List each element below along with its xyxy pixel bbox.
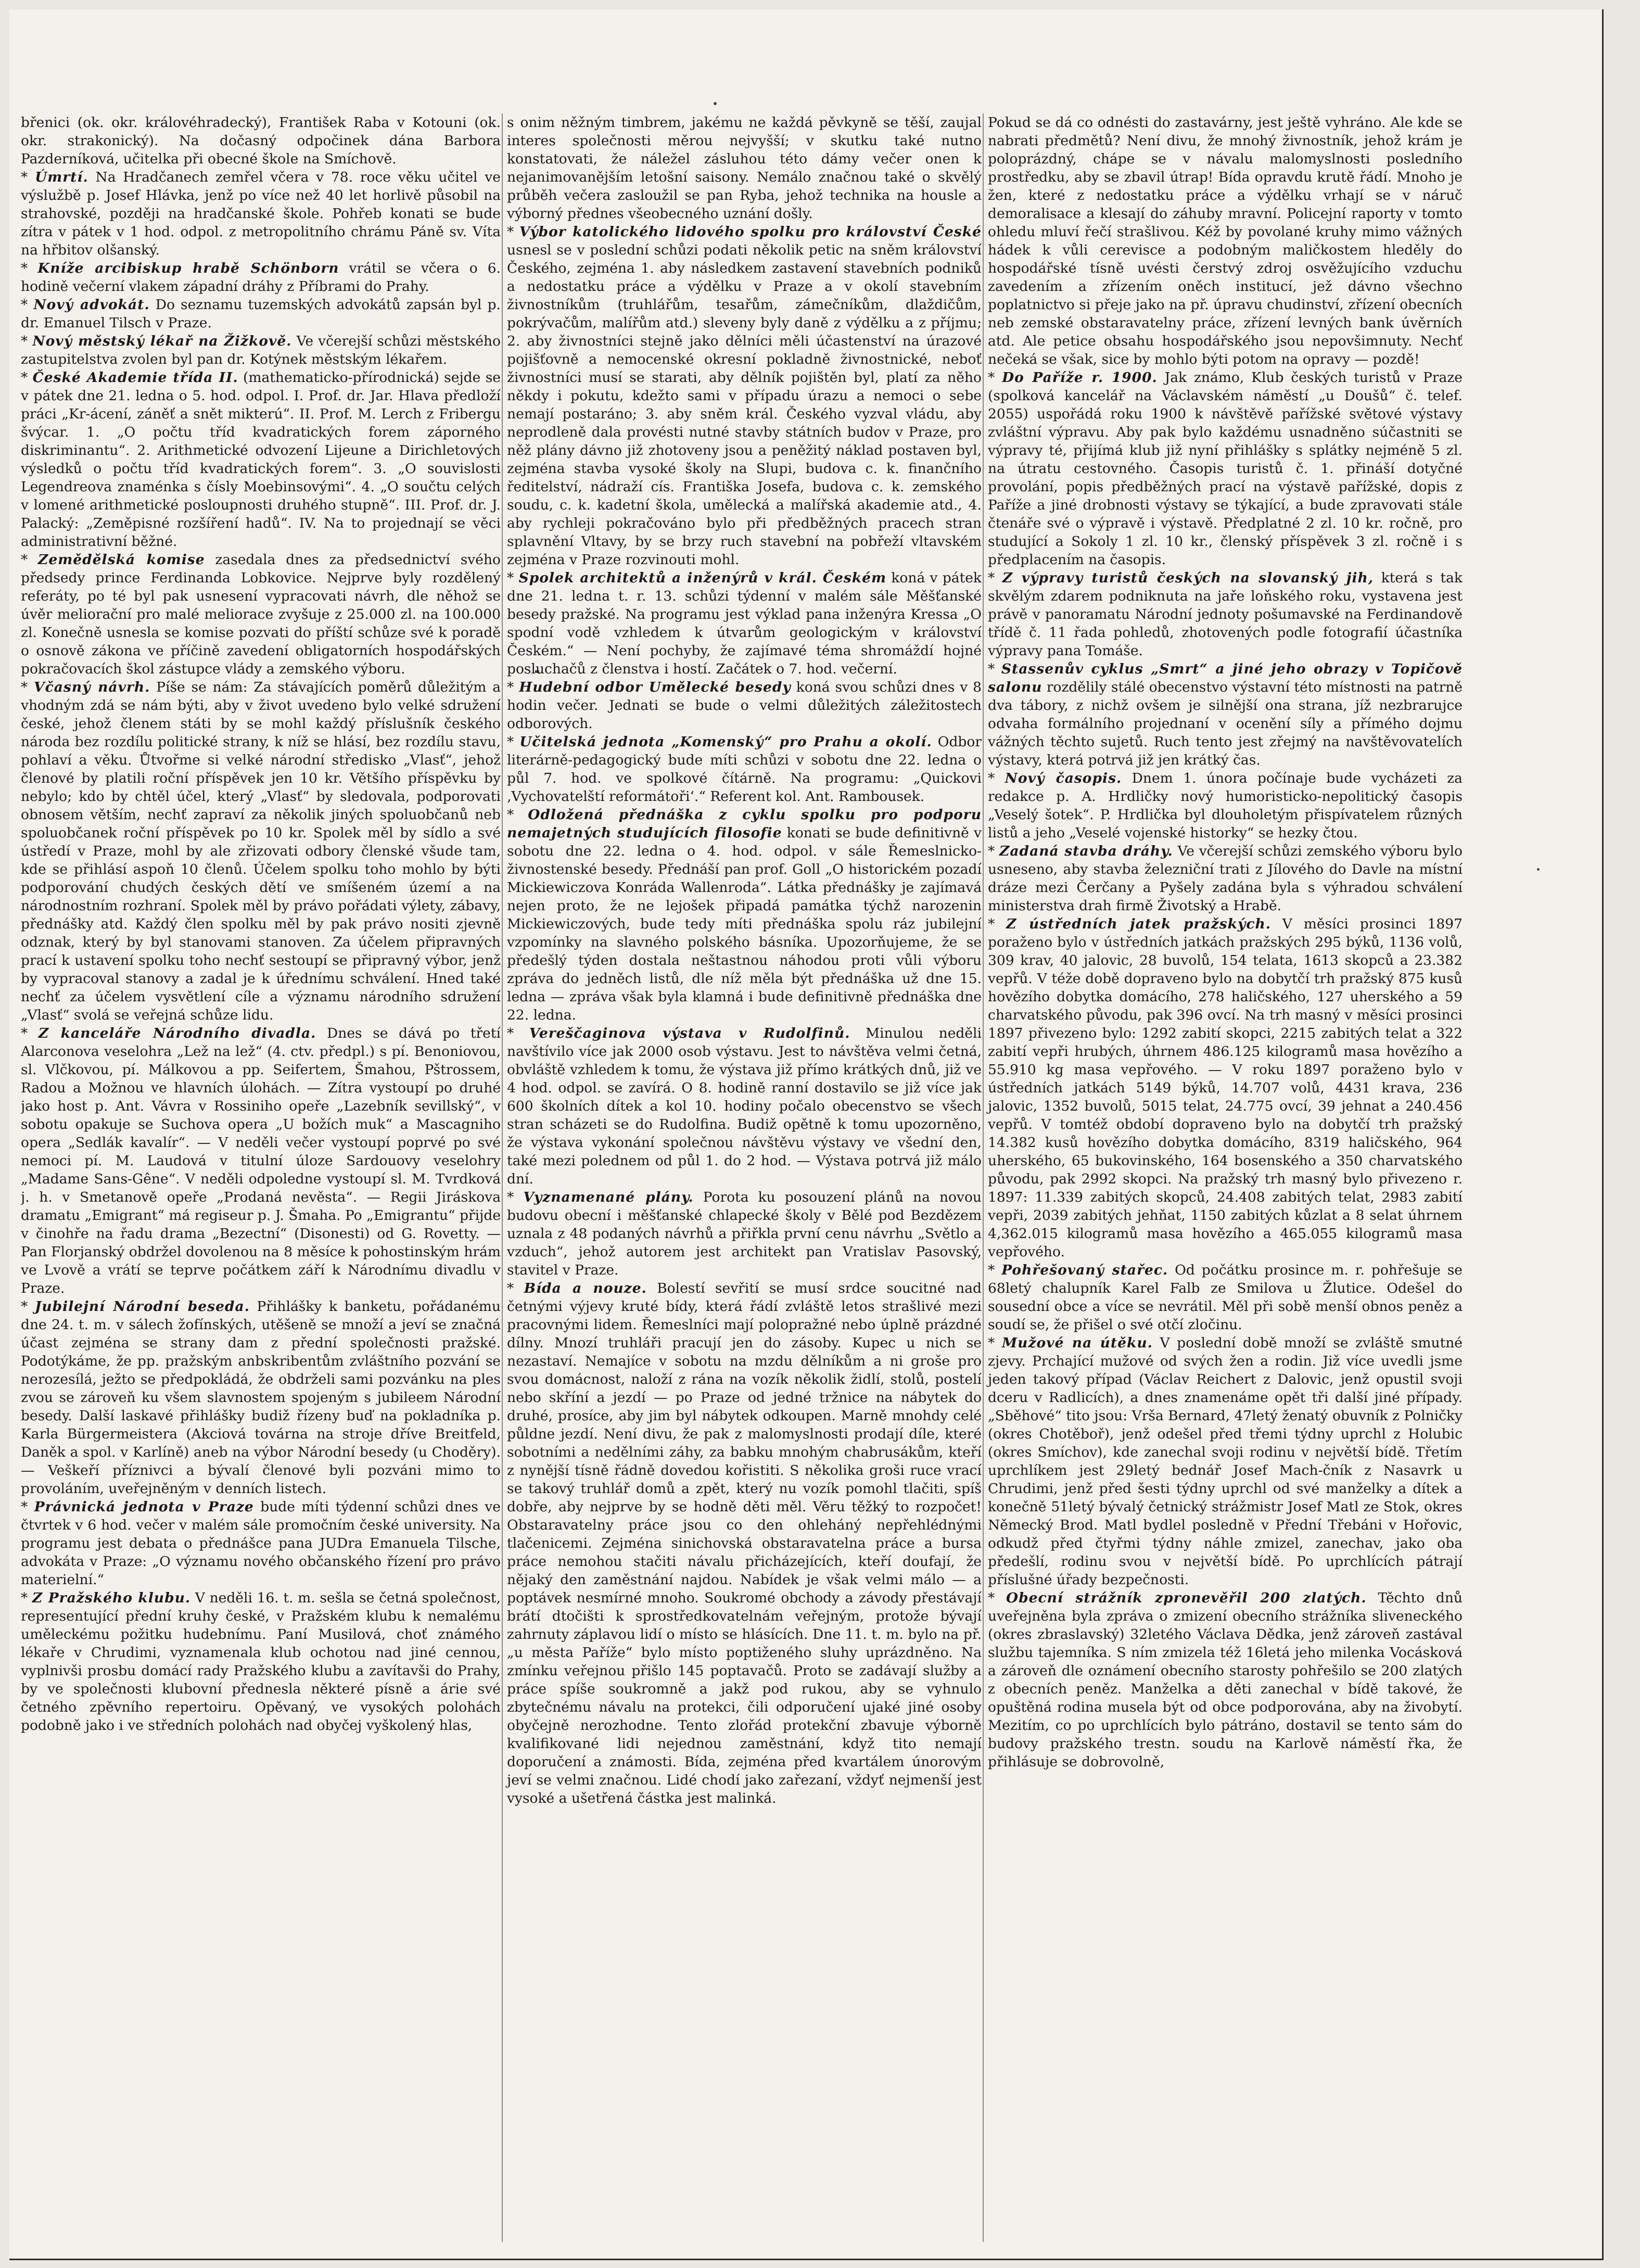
article-paragraph: * Učitelská jednota „Komenský“ pro Prahu a okolí. Odbor literárně-pedagogický bude míti schůzi v sobotu dne 22. ledna o půl 7. hod. ve spolkové čítárně. Na programu: „Quickovi ‚Vychovatelští reformátoři‘.“ Referent kol. Ant. Rambousek.: [507, 734, 982, 805]
article-text: usnesl se v poslední schůzi podati několik petic na sněm království Českého, zejména 1. aby následkem zastavení stavebních podniků a nedostatku práce a výdělku v Praze a v okolí stavebním živnostníkům (truhlářům, tesařům, zámečníkům, dlaždičům, pokrývačům, malířům atd.) sleveny byly daně z výdělku a z příjmu; 2. aby živnostníci stejně jako dělníci měli účastenství na úrazové pojišťovně a nemocenské okresní pokladně živnostnické, neboť živnostníci musí se starati, aby dělník pojištěn byl, platí za něho někdy i pokutu, kdežto sami v případu úrazu a nemoci o sebe nemají postaráno; 3. aby sněm král. Českého vyzval vládu, aby neprodleně dala provésti nutné stavby státních budov v Praze, pro něž plány dávno již zhotoveny jsou a peněžitý náklad postaven byl, zejména stavba vysoké školy na Slupi, budova c. k. finančního ředitelství, nádraží cís. Františka Josefa, budova c. k. zemského soudu, c. k. kadetní škola, umělecká a malířská akademie atd., 4. aby rychleji pokračováno bylo při předběžných pracech stran splavnění Vltavy, by se brzy ruch stavební na pobřeží vltavském zejména v Praze rozvinouti mohl.: [507, 242, 982, 568]
article-heading: Pohřešovaný stařec.: [1001, 1262, 1168, 1278]
article-heading: Jubilejní Národní beseda.: [34, 1298, 250, 1315]
article-text: Minulou neděli navštívilo více jak 2000 osob výstavu. Jest to návštěva velmi četná, obvláště vzhledem k tomu, že výstava již přímo krátkých dnů, již ve 4 hod. odpol. se zavírá. O 8. hodině ranní dostavilo se již více jak 600 školních dítek a kol 10. hodiny počalo obecenstvo se všech stran scházeti se do Rudolfina. Budiž opětně k tomu upozorněno, že výstava vykonání společnou návštěvu výstavy ve všední den, také mezi polednem od půl 1. do 2 hod. — Výstava potrvá již málo dní.: [507, 1025, 982, 1187]
article-paragraph: * Z výpravy turistů českých na slovanský jih, která s tak skvělým zdarem podniknuta na jaře loňského roku, vystavena jest právě v panoramatu Národní jednoty pošumavské na Ferdinandově třídě č. 11 řada pohledů, zhotovených podle fotografií účastníka výpravy pana Tomáše.: [988, 570, 1463, 659]
article-heading: České Akademie třída II.: [32, 369, 238, 386]
article-paragraph: * Zemědělská komise zasedala dnes za předsednictví svého předsedy prince Ferdinanda Lobkovice. Nejprve byly rozdělený referáty, po té byl pak usnesení vypracovati návrh, dle něhož se úvěr meliorační pro malé meliorace zvyšuje z 25.000 zl. na 100.000 zl. Konečně usnesla se komise pozvati do příští schůze své k poradě o osnově zákona ve příčině zavedení obligatorních hospodářských pokračovacích škol zástupce vlády a zemského výboru.: [21, 552, 501, 677]
column-3: [983, 113, 1463, 2242]
article-text: Odbor literárně-pedagogický bude míti schůzi v sobotu dne 22. ledna o půl 7. hod. ve spolkové čítárně. Na programu: „Quickovi ‚Vychovatelští reformátoři‘.“ Referent kol. Ant. Rambousek.: [507, 734, 982, 805]
article-heading: Učitelská jednota „Komenský“ pro Prahu a okolí.: [519, 734, 932, 750]
article-heading: Výbor katolického lidového spolku pro království České: [519, 224, 982, 240]
article-paragraph: * Výbor katolického lidového spolku pro království České usnesl se v poslední schůzi podati několik petic na sněm království Českého, zejména 1. aby následkem zastavení stavebních podniků a nedostatku práce a výdělku v Praze a v okolí stavebním živnostníkům (truhlářům, tesařům, zámečníkům, dlaždičům, pokrývačům, malířům atd.) sleveny byly daně z výdělku a z příjmu; 2. aby živnostníci stejně jako dělníci měli účastenství na úrazové pojišťovně a nemocenské okresní pokladně živnostnické, neboť živnostníci musí se starati, aby dělník pojištěn byl, platí za něho někdy i pokutu, kdežto sami v případu úrazu a nemoci o sebe nemají postaráno; 3. aby sněm král. Českého vyzval vládu, aby neprodleně dala provésti nutné stavby státních budov v Praze, pro něž plány dávno již zhotoveny jsou a peněžitý náklad postaven byl, zejména stavba vysoké školy na Slupi, budova c. k. finančního ředitelství, nádraží cís. Františka Josefa, budova c. k. zemského soudu, c. k. kadetní škola, umělecká a malířská akademie atd., 4. aby rychleji pokračováno bylo při předběžných pracech stran splavnění Vltavy, by se brzy ruch stavební na pobřeží vltavském zejména v Praze rozvinouti mohl.: [507, 224, 982, 568]
article-paragraph: * Vyznamenané plány. Porota ku posouzení plánů na novou budovu obecní i měšťanské chlapecké školy v Bělé pod Bezdězem uznala z 48 podaných návrhů a přiřkla první cenu návrhu „Světlo a vzduch“, jehož autorem jest architekt pan Vratislav Pasovský, stavitel v Praze.: [507, 1189, 982, 1278]
column-2: [502, 113, 982, 2242]
article-text: Těchto dnů uveřejněna byla zpráva o zmizení obecního strážníka sliveneckého (okres zbraslavský) 32letého Václava Dědka, jenž zároveň zastával službu tajemníka. S ním zmizela též 16letá jeho milenka Vocásková a zároveň dle oznámení obecního starosty pohřešilo se 200 zlatých z obecních peněz. Manželka a děti zanechal v bídě takové, že opuštěná rodina musela být od obce podporována, aby na živobytí. Mezitím, co po uprchlících bylo pátráno, dostavil se tento sám do budovy pražského trestn. soudu na Karlově náměstí řka, že přihlásuje se dobrovolně,: [988, 1590, 1463, 1770]
article-heading: Vyznamenané plány.: [523, 1189, 694, 1205]
article-heading: Obecní strážník zpronevěřil 200 zlatých.: [1006, 1590, 1367, 1606]
article-heading: Z kanceláře Národního divadla.: [38, 1025, 316, 1041]
newspaper-page: [9, 9, 1604, 2260]
article-paragraph: * Do Paříže r. 1900. Jak známo, Klub českých turistů v Praze (spolková kancelář na Václavském náměstí „u Doušů“ č. telef. 2055) uspořádá roku 1900 k návštěvě pařížské světové výstavy zvláštní výpravu. Aby pak bylo každému usnadněno súčastniti se výpravy té, přijímá klub již nyní přihlášky s splátky nejméně 5 zl. na útratu cestovného. Časopis turistů č. 1. přináší dotyčné provolání, popis předběžných prací na výstavě pařížské, dopis z Paříže a jiné drobnosti výstavy se týkající, a bude zpravovati stále čtenáře své o výpravě i výstavě. Předplatné 2 zl. 10 kr. ročně, pro studující a Sokoly 1 zl. 10 kr., členský příspěvek 3 zl. ročně i s předplacením na časopis.: [988, 369, 1463, 568]
article-heading: Do Paříže r. 1900.: [1002, 369, 1158, 386]
article-text: V poslední době množí se zvláště smutné zjevy. Prchající mužové od svých žen a rodin. Již více uvedli jsme jeden takový případ (Václav Reichert z Dalovic, jenž opustil svoji dceru v Radlicích), a dnes znamenáme opět tři další jiné případy. „Sběhové“ tito jsou: Vrša Bernard, 47letý ženatý obuvník z Polničky (okres Chotěboř), jenž odešel před třemi týdny uprchl z Holubic (okres Smíchov), kde zanechal svoji rodinu v největší bídě. Třetím uprchlíkem jest 29letý bednář Josef Mach-čník z Nasavrk u Chrudimi, jenž před šesti týdny uprchl od své manželky a dítek a konečně 51letý bývalý četnický strážmistr Josef Matl ze Stok, okres Německý Brod. Matl bydlel posledně v Přední Třebáni v Hořovic, odkudž před čtyřmi týdny náhle zmizel, zanechav, jako oba předešlí, rodinu svou v největší bídě. Po uprchlících pátrají příslušné úřady bezpečnosti.: [988, 1335, 1463, 1588]
article-text: Dnem 1. února počínaje bude vycházeti za redakce p. A. Hrdličky nový humoristicko-nepolitický časopis „Veselý šotek“. P. Hrdlička byl dlouholetým přispívatelem různých listů a jeho „Veselé vojenské historky“ se hezky čtou.: [988, 770, 1463, 841]
article-heading: Stassenův cyklus „Smrt“ a jiné jeho obrazy v Topičově salonu: [988, 661, 1463, 695]
article-paragraph: [988, 113, 1463, 368]
article-paragraph: * Nový městský lékař na Žižkově. Ve včerejší schůzi městského zastupitelstva zvolen byl pan dr. Kotýnek městským lékařem.: [21, 333, 501, 367]
article-paragraph: * Kníže arcibiskup hrabě Schönborn vrátil se včera o 6. hodině večerní vlakem západní dráhy z Příbrami do Prahy.: [21, 260, 501, 295]
column-1: [21, 113, 501, 2242]
article-heading: Právnická jednota v Praze: [34, 1499, 254, 1515]
article-columns: [21, 113, 1461, 2242]
article-paragraph: * Pohřešovaný stařec. Od počátku prosince m. r. pohřešuje se 68letý chalupník Karel Falb ze Smilova u Žlutice. Odešel do sousední obce a více se nevrátil. Měl při sobě menší obnos peněz a soudí se, že přišel o své otčí zločinu.: [988, 1262, 1463, 1333]
article-heading: Úmrtí.: [35, 169, 88, 185]
article-paragraph: * Včasný návrh. Píše se nám: Za stávajících poměrů důležitým a vhodným zdá se nám býti, aby v život uvedeno bylo velké sdružení české, jehož členem státi by se mohl každý příslušník českého národa bez rozdílu politické strany, k níž se hlásí, bez rozdílu stavu, pohlaví a věku. Ůtvořme si velké národní středisko „Vlasť“, jehož členové by platili roční příspěvek jen 10 kr. Většího příspěvku by nebylo; kdo by chtěl účel, který „Vlasť“ by sledovala, podporovati obnosem větším, nechť zapraví za několik jiných spoluobčanů neb spoluobčanek roční příspěvek po 10 kr. Spolek měl by sídlo a své ústředí v Praze, mohl by ale zřizovati odbory členské všude tam, kde se přihlásí aspoň 10 členů. Účelem spolku toho mohlo by býti podporování chudých českých dětí ve smíšeném území a na národnostním rozhraní. Spolek měl by právo pořádati výlety, zábavy, přednášky atd. Každý člen spolku měl by pak právo nositi zjevně odznak, který by byl stanovami stanoven. Za účelem připravných prací k ustavení spolku toho nechť sestoupí se připravný výbor, jenž by vypracoval stanovy a zadal je k úřednímu schválení. Hned také nechť za účelem vysvětlení cíle a významu národního sdružení „Vlasť“ svolá se veřejná schůze lidu.: [21, 679, 501, 1023]
article-paragraph: * Z kanceláře Národního divadla. Dnes se dává po třetí Alarconova veselohra „Lež na lež“ (4. ctv. předpl.) s pí. Benoniovou, sl. Vlčkovou, pí. Málkovou a pp. Seifertem, Šmahou, Pštrossem, Radou a Možnou ve hlavních úlohách. — Zítra vystoupí po druhé jako host p. Ant. Vávra v Rossiniho opeře „Lazebník sevillský“, v sobotu opakuje se Suchova opera „U božích muk“ a Mascagniho opera „Sedlák kavalír“. — V neděli večer vystoupí poprvé po své nemoci pí. M. Laudová v titulní úloze Sardouovy veselohry „Madame Sans-Gêne“. V neděli odpoledne vystoupí sl. M. Tvrdková j. h. v Smetanově opeře „Prodaná nevěsta“. — Regii Jiráskova dramatu „Emigrant“ má regiseur p. J. Šmaha. Po „Emigrantu“ přijde v činohře na řadu drama „Bezectní“ (Disonesti) od G. Rovetty. — Pan Florjanský obdržel dovolenou na 8 měsíce k pohostinským hrám ve Lvově a vrátí se teprve počátkem září k Národnímu divadlu v Praze.: [21, 1025, 501, 1296]
article-paragraph: [21, 113, 501, 168]
article-paragraph: * Zadaná stavba dráhy. Ve včerejší schůzi zemského výboru bylo usneseno, aby stavba železniční trati z Jílového do Davle na místní dráze mezi Čerčany a Pyšely zadána byla s výhradou schválení ministerstva drah firmě Životský a Hrabě.: [988, 843, 1463, 914]
article-heading: Nový časopis.: [1005, 770, 1122, 786]
article-heading: Spolek architektů a inženýrů v král. Českém: [518, 570, 887, 586]
article-text: Pokud se dá co odnésti do zastavárny, jest ještě vyhráno. Ale kde se nabrati předmětů? Není divu, že mnohý živnostník, jehož krám je poloprázdný, chápe se v návalu malomyslnosti posledního prostředku, aby se zbavil útrap! Bída opravdu krutě řádí. Mnoho je žen, které z nedostatku práce a výdělku vrhají se v náruč demoralisace a klesají do záhuby mravní. Policejní raporty v tomto ohledu mluví řečí strašlivou. Kéž by povolané kruhy mimo vážných hádek k vůli cerevisce a podobným maličkostem hleděly do hospodářské tísně uvésti čerstvý zdroj osvěžujícího vzduchu zavedením a zřízením oněch institucí, jež dávno všechno poplatnictvo si přeje jako na př. úpravu chudinství, zřízení obecních neb zemské obstaravatelny práce, zřízení levných bank úvěrních atd. Ale petice obsahu hospodářského jsou nepovšimnuty. Nechť nečeká se však, sice by mohlo býti potom na opravy — pozdě!: [988, 114, 1463, 367]
article-paragraph: * Právnická jednota v Praze bude míti týdenní schůzi dnes ve čtvrtek v 6 hod. večer v malém sále promočním české university. Na programu jest debata o přednášce pana JUDra Emanuela Tilsche, advokáta v Praze: „O významu nového občanského řízení pro právo materielní.“: [21, 1499, 501, 1588]
article-paragraph: * Jubilejní Národní beseda. Přihlášky k banketu, pořádanému dne 24. t. m. v sálech žofínských, utěšeně se množí a jeví se značná účast zejména se strany dam z přední společnosti pražské. Podotýkáme, že pp. pražským anbskribentům zvláštního pozvání se nerozesílá, ježto se předpokládá, že obdrželi sami pozvánku na ples zvou se zároveň ku všem slavnostem spojeným s jubileem Národní besedy. Další laskavé přihlášky budiž řízeny buď na pokladníka p. Karla Bürgermeistera (Akciová továrna na stroje dříve Breitfeld, Daněk a spol. v Karlíně) aneb na výbor Národní besedy (u Choděry). — Veškeří příznivci a bývalí členové byli pozváni mimo to provoláním, uveřejněným v denních listech.: [21, 1298, 501, 1497]
article-paragraph: * Nový advokát. Do seznamu tuzemských advokátů zapsán byl p. dr. Emanuel Tilsch v Praze.: [21, 297, 501, 331]
article-paragraph: * České Akademie třída II. (mathematicko-přírodnická) sejde se v pátek dne 21. ledna o 5. hod. odpol. I. Prof. dr. Jar. Hlava předloží práci „Kr-ácení, záněť a snět mikterú“. II. Prof. M. Lerch z Fribergu švýcar. 1. „O počtu tříd kvadratických forem záporného diskriminantu“. 2. Arithmetické odvození Lijeune a Dirichletových výsledků o počtu tříd kvadratických forem“. 3. „O souvislosti Legendreova znaménka s čísly Moebinsovými“. 4. „O součtu celých v lomené arithmetické posloupnosti druhého stupně“. III. Prof. dr. J. Palacký: „Zeměpisné rozšíření hadů“. IV. Na to projednají se věci administrativní běžné.: [21, 369, 501, 550]
article-heading: Včasný návrh.: [34, 679, 150, 695]
article-heading: Kníže arcibiskup hrabě Schönborn: [37, 260, 339, 276]
ink-speck: [1537, 868, 1540, 871]
article-text: Ve včerejší schůzi zemského výboru bylo usneseno, aby stavba železniční trati z Jílového do Davle na místní dráze mezi Čerčany a Pyšely zadána byla s výhradou schválení ministerstva drah firmě Životský a Hrabě.: [988, 843, 1463, 914]
article-text: Ve včerejší schůzi městského zastupitelstva zvolen byl pan dr. Kotýnek městským lékařem.: [21, 333, 501, 367]
article-text: Bolestí sevřití se musí srdce soucitné nad četnými výjevy kruté bídy, která řádí zvláště letos strašlivé mezi pracovnými lidem. Řemeslníci mají polopražné nebo úplně prázdné dílny. Mnozí truhláři pracují jen do zásoby. Kupec u nich se nezastaví. Nemajíce v sobotu na mzdu dělníkům a ni groše pro svou domácnost, naloží z rána na vozík několik židlí, stolů, postelí nebo skříní a jezdí — po Praze od jedné tržnice na nábytek do druhé, prosíce, aby jim byl nábytek odkoupen. Marně mnohdy celé půldne jezdí. Není divu, že pak z malomyslnosti prodají díle, které sobotními a nedělními záhy, za babku mnohým chabrusákům, kteří z nynější tísně řádně dovedou kořistiti. S několika groši ruce vrací se takový truhlář domů a zpět, který nu vozík pomohl tlačiti, spíš dobře, aby nejprve by se hodně děti měl. Věru těžký to rozpočet! Obstaravatelny práce jsou co den ohleháný nepřehlédnými tlačenicemi. Zejména sinichovská obstaravatelna práce a bursa práce nemohou stačiti návalu přicházejících, kteří doufají, že nějaký den zaměstnání najdou. Nabídek je však velmi málo — a poptávek nesmírné mnoho. Soukromé obchody a závody přestávají brátí dtočišti k sprostředkovatelnám veřejným, protože bývají zahrnuty záplavou lidí o místo se hlásících. Dne 11. t. m. bylo na př. „u města Paříže“ bylo místo poptiženého sluhy uprázdněno. Na zmínku veřejnou přišlo 145 poptavačů. Proto se zadávají služby a práce spíše soukromně a jakž pod rukou, aby se vyhnulo zbytečnému návalu na protekci, čili odporučení ujaké jiné osoby obyčejně nerozhodne. Tento zlořád protekční zbavuje výborně kvalifikované lidi nejednou zaměstnání, když tito nemají doporučení a známosti. Bída, zejména před kvartálem únorovým jeví se velmi značnou. Lidé chodí jako zařezaní, vždyť nejmenší jest vysoké a ušetřená částka jest malinká.: [507, 1280, 982, 1806]
article-text: která s tak skvělým zdarem podniknuta na jaře loňského roku, vystavena jest právě v panoramatu Národní jednoty pošumavské na Ferdinandově třídě č. 11 řada pohledů, zhotovených podle fotografií účastníka výpravy pana Tomáše.: [988, 570, 1463, 659]
article-heading: Odložená přednáška z cyklu spolku pro podporu nemajetných studujících filosofie: [507, 807, 982, 841]
article-text: Od počátku prosince m. r. pohřešuje se 68letý chalupník Karel Falb ze Smilova u Žlutice. Odešel do sousední obce a více se nevrátil. Měl při sobě menší obnos peněz a soudí se, že přišel o své otčí zločinu.: [988, 1262, 1463, 1333]
article-text: Na Hradčanech zemřel včera v 78. roce věku učitel ve výslužbě p. Josef Hlávka, jenž po více než 40 let horlivě působil na strahovské, později na hradčanské škole. Pohřeb konati se bude zítra v pátek v 1 hod. odpol. z metropolitního chrámu Páně sv. Víta na hřbitov olšanský.: [21, 169, 501, 258]
article-heading: Mužové na útěku.: [1001, 1335, 1153, 1351]
article-paragraph: * Úmrtí. Na Hradčanech zemřel včera v 78. roce věku učitel ve výslužbě p. Josef Hlávka, jenž po více než 40 let horlivě působil na strahovské, později na hradčanské škole. Pohřeb konati se bude zítra v pátek v 1 hod. odpol. z metropolitního chrámu Páně sv. Víta na hřbitov olšanský.: [21, 169, 501, 258]
article-heading: Z výpravy turistů českých na slovanský jih,: [1002, 570, 1374, 586]
article-heading: Vereščaginova výstava v Rudolfinů.: [529, 1025, 850, 1041]
article-text: vrátil se včera o 6. hodině večerní vlakem západní dráhy z Příbrami do Prahy.: [21, 260, 501, 295]
article-paragraph: * Obecní strážník zpronevěřil 200 zlatých. Těchto dnů uveřejněna byla zpráva o zmizení obecního strážníka sliveneckého (okres zbraslavský) 32letého Václava Dědka, jenž zároveň zastával službu tajemníka. S ním zmizela též 16letá jeho milenka Vocásková a zároveň dle oznámení obecního starosty pohřešilo se 200 zlatých z obecních peněz. Manželka a děti zanechal v bídě takové, že opuštěná rodina musela být od obce podporována, aby na živobytí. Mezitím, co po uprchlících bylo pátráno, dostavil se tento sám do budovy pražského trestn. soudu na Karlově náměstí řka, že přihlásuje se dobrovolně,: [988, 1590, 1463, 1770]
article-text: koná svou schůzi dnes v 8 hodin večer. Jednati se bude o velmi důležitých záležitostech odborových.: [507, 679, 982, 732]
article-text: Jak známo, Klub českých turistů v Praze (spolková kancelář na Václavském náměstí „u Doušů“ č. telef. 2055) uspořádá roku 1900 k návštěvě pařížské světové výstavy zvláštní výpravu. Aby pak bylo každému usnadněno súčastniti se výpravy té, přijímá klub již nyní přihlášky s splátky nejméně 5 zl. na útratu cestovného. Časopis turistů č. 1. přináší dotyčné provolání, popis předběžných prací na výstavě pařížské, dopis z Paříže a jiné drobnosti výstavy se týkající, a bude zpravovati stále čtenáře své o výpravě i výstavě. Předplatné 2 zl. 10 kr. ročně, pro studující a Sokoly 1 zl. 10 kr., členský příspěvek 3 zl. ročně i s předplacením na časopis.: [988, 369, 1463, 568]
article-paragraph: * Odložená přednáška z cyklu spolku pro podporu nemajetných studujících filosofie konati se bude definitivně v sobotu dne 22. ledna o 4. hod. odpol. v sále Řemeslnicko-živnostenské besedy. Přednáší pan prof. Goll „O historickém pozadí Mickiewiczova Konráda Wallenroda“. Látka přednášky je zajímavá nejen proto, že ne lejošek připadá památka týchž narozenin Mickiewiczových, bude tedy míti přednáška spolu ráz jubilejní vzpomínky na slavného polského básníka. Upozorňujeme, že se předešlý týden dostala neštastnou náhodou proti vůli výboru zpráva do jedněch listů, dle níž měla být přednáška už dne 15. ledna — zpráva však byla klamná i bude definitivně přednáška dne 22. ledna.: [507, 807, 982, 1023]
article-text: rozdělily stálé obecenstvo výstavní této místnosti na patrně dva tábory, z nichž ovšem je silnější ona strana, jíž nezbrarujce odvaha formálního projednaní v ocenění síly a přímého dojmu vážných těchto sujetů. Ruch tento jest zřejmý na navštěvovatelích výstavy, která potrvá již jen krátký čas.: [988, 679, 1463, 768]
article-heading: Bída a nouze.: [524, 1280, 647, 1296]
article-paragraph: * Z Pražského klubu. V neděli 16. t. m. sešla se četná společnost, representující přední kruhy české, v Pražském klubu k nemalému uměleckému požitku hudebnímu. Paní Musilová, choť známého lékaře v Chrudimi, vyznamenala klub ochotou nad jiné cennou, vyplnivši prosbu domácí rady Pražského klubu a zavítavši do Prahy, by ve společnosti klubovní přednesla některé písně a árie své četného zpěvního repertoiru. Opěvaný, ve vysokých polohách podobně jako i ve středních polohách nad obyčej vyškolený hlas,: [21, 1590, 501, 1734]
article-heading: Nový advokát.: [33, 297, 150, 313]
article-paragraph: * Vereščaginova výstava v Rudolfinů. Minulou neděli navštívilo více jak 2000 osob výstavu. Jest to návštěva velmi četná, obvláště vzhledem k tomu, že výstava již přímo krátkých dnů, již ve 4 hod. odpol. se zavírá. O 8. hodině ranní dostavilo se již více jak 600 školních dítek a kol 10. hodiny počalo obecenstvo se všech stran scházeti se do Rudolfina. Budiž opětně k tomu upozorněno, že výstava vykonání společnou návštěvu výstavy ve všední den, také mezi polednem od půl 1. do 2 hod. — Výstava potrvá již málo dní.: [507, 1025, 982, 1187]
article-text: s onim něžným timbrem, jakému ne každá pěvkyně se těší, zaujal interes společnosti měrou nejvyšší; v skutku také nutno konstatovati, že náležel zásluhou této dámy večer onen k nejanimovanějším letošní saisony. Nemálo značnou také o skvělý průběh večera zasloužil se pan Ryba, jehož technika na housle a výborný přednes všeobecného uznání došly.: [507, 114, 982, 222]
article-text: V měsíci prosinci 1897 poraženo bylo v ústředních jatkách pražských 295 býků, 1136 volů, 309 krav, 40 jalovic, 28 buvolů, 154 telata, 1613 skopců a 23.382 vepřů. V téže době dopraveno bylo na dobytčí trh pražský 875 kusů hovězího dobytka domácího, 278 haličského, 127 uherského a 59 charvatského původu, pak 396 ovcí. Na trh masný v měsíci prosinci 1897 přivezeno bylo: 1292 zabití skopci, 2215 zabitých telat a 322 zabití vepři hrubých, úhrnem 486.125 kilogramů masa hovězího a 55.910 kg masa vepřového. — V roku 1897 poraženo bylo v ústředních jatkách 5149 býků, 14.707 volů, 4431 krava, 236 jalovic, 1352 buvolů, 5015 telat, 24.775 ovcí, 39 jehnat a 240.456 vepřů. V tomtéž období dopraveno bylo na dobytčí trh pražský 14.382 kusů hovězího dobytka domácího, 8319 haličského, 964 uherského, 65 bukovinského, 164 bosenského a 350 charvatského původu, pak 2992 skopci. Na pražský trh masný bylo přivezeno r. 1897: 11.339 zabitých skopců, 24.408 zabitých telat, 2983 zabití vepři, 2039 zabitých jehňat, 1150 zabitých kůzlat a 8 selat úhrnem 4,362.015 kilogramů masa hovězího a 465.055 kilogramů masa vepřového.: [988, 916, 1463, 1260]
article-text: V neděli 16. t. m. sešla se četná společnost, representující přední kruhy české, v Pražském klubu k nemalému uměleckému požitku hudebnímu. Paní Musilová, choť známého lékaře v Chrudimi, vyznamenala klub ochotou nad jiné cennou, vyplnivši prosbu domácí rady Pražského klubu a zavítavši do Prahy, by ve společnosti klubovní přednesla některé písně a árie své četného zpěvního repertoiru. Opěvaný, ve vysokých polohách podobně jako i ve středních polohách nad obyčej vyškolený hlas,: [21, 1590, 501, 1734]
article-heading: Z Pražského klubu.: [32, 1590, 191, 1606]
article-text: Přihlášky k banketu, pořádanému dne 24. t. m. v sálech žofínských, utěšeně se množí a jeví se značná účast zejména se strany dam z přední společnosti pražské. Podotýkáme, že pp. pražským anbskribentům zvláštního pozvání se nerozesílá, ježto se předpokládá, že obdrželi sami pozvánku na ples zvou se zároveň ku všem slavnostem spojeným s jubileem Národní besedy. Další laskavé přihlášky budiž řízeny buď na pokladníka p. Karla Bürgermeistera (Akciová továrna na stroje dříve Breitfeld, Daněk a spol. v Karlíně) aneb na výbor Národní besedy (u Choděry). — Veškeří příznivci a bývalí členové byli pozváni mimo to provoláním, uveřejněným v denních listech.: [21, 1298, 501, 1497]
article-paragraph: * Stassenův cyklus „Smrt“ a jiné jeho obrazy v Topičově salonu rozdělily stálé obecenstvo výstavní této místnosti na patrně dva tábory, z nichž ovšem je silnější ona strana, jíž nezbrarujce odvaha formálního projednaní v ocenění síly a přímého dojmu vážných těchto sujetů. Ruch tento jest zřejmý na navštěvovatelích výstavy, která potrvá již jen krátký čas.: [988, 661, 1463, 768]
article-paragraph: * Spolek architektů a inženýrů v král. Českém koná v pátek dne 21. ledna t. r. 13. schůzi týdenní v malém sále Měšťanské besedy pražské. Na programu jest výklad pana inženýra Kressa „O spodní vodě vzhledem k útvarům geologickým v království Českém.“ — Není pochyby, že zajímavé téma shromáždí hojné posluchačů z členstva i hostí. Začátek o 7. hod. večerní.: [507, 570, 982, 677]
article-heading: Zadaná stavba dráhy.: [999, 843, 1173, 859]
article-text: Dnes se dává po třetí Alarconova veselohra „Lež na lež“ (4. ctv. předpl.) s pí. Benoniovou, sl. Vlčkovou, pí. Málkovou a pp. Seifertem, Šmahou, Pštrossem, Radou a Možnou ve hlavních úlohách. — Zítra vystoupí po druhé jako host p. Ant. Vávra v Rossiniho opeře „Lazebník sevillský“, v sobotu opakuje se Suchova opera „U božích muk“ a Mascagniho opera „Sedlák kavalír“. — V neděli večer vystoupí poprvé po své nemoci pí. M. Laudová v titulní úloze Sardouovy veselohry „Madame Sans-Gêne“. V neděli odpoledne vystoupí sl. M. Tvrdková j. h. v Smetanově opeře „Prodaná nevěsta“. — Regii Jiráskova dramatu „Emigrant“ má regiseur p. J. Šmaha. Po „Emigrantu“ přijde v činohře na řadu drama „Bezectní“ (Disonesti) od G. Rovetty. — Pan Florjanský obdržel dovolenou na 8 měsíce k pohostinským hrám ve Lvově a vrátí se teprve počátkem září k Národnímu divadlu v Praze.: [21, 1025, 501, 1296]
ink-speck: [714, 102, 717, 105]
article-text: konati se bude definitivně v sobotu dne 22. ledna o 4. hod. odpol. v sále Řemeslnicko-živnostenské besedy. Přednáší pan prof. Goll „O historickém pozadí Mickiewiczova Konráda Wallenroda“. Látka přednášky je zajímavá nejen proto, že ne lejošek připadá památka týchž narozenin Mickiewiczových, bude tedy míti přednáška spolu ráz jubilejní vzpomínky na slavného polského básníka. Upozorňujeme, že se předešlý týden dostala neštastnou náhodou proti vůli výboru zpráva do jedněch listů, dle níž měla být přednáška už dne 15. ledna — zpráva však byla klamná i bude definitivně přednáška dne 22. ledna.: [507, 825, 982, 1023]
article-text: zasedala dnes za předsednictví svého předsedy prince Ferdinanda Lobkovice. Nejprve byly rozdělený referáty, po té byl pak usnesení vypracovati návrh, dle něhož se úvěr meliorační pro malé meliorace zvyšuje z 25.000 zl. na 100.000 zl. Konečně usnesla se komise pozvati do příští schůze své k poradě o osnově zákona ve příčině zavedení obligatorních hospodářských pokračovacích škol zástupce vlády a zemského výboru.: [21, 552, 501, 677]
article-paragraph: * Z ústředních jatek pražských. V měsíci prosinci 1897 poraženo bylo v ústředních jatkách pražských 295 býků, 1136 volů, 309 krav, 40 jalovic, 28 buvolů, 154 telata, 1613 skopců a 23.382 vepřů. V téže době dopraveno bylo na dobytčí trh pražský 875 kusů hovězího dobytka domácího, 278 haličského, 127 uherského a 59 charvatského původu, pak 396 ovcí. Na trh masný v měsíci prosinci 1897 přivezeno bylo: 1292 zabití skopci, 2215 zabitých telat a 322 zabití vepři hrubých, úhrnem 486.125 kilogramů masa hovězího a 55.910 kg masa vepřového. — V roku 1897 poraženo bylo v ústředních jatkách 5149 býků, 14.707 volů, 4431 krava, 236 jalovic, 1352 buvolů, 5015 telat, 24.775 ovcí, 39 jehnat a 240.456 vepřů. V tomtéž období dopraveno bylo na dobytčí trh pražský 14.382 kusů hovězího dobytka domácího, 8319 haličského, 964 uherského, 65 bukovinského, 164 bosenského a 350 charvatského původu, pak 2992 skopci. Na pražský trh masný bylo přivezeno r. 1897: 11.339 zabitých skopců, 24.408 zabitých telat, 2983 zabití vepři, 2039 zabitých jehňat, 1150 zabitých kůzlat a 8 selat úhrnem 4,362.015 kilogramů masa hovězího a 465.055 kilogramů masa vepřového.: [988, 916, 1463, 1260]
article-paragraph: * Bída a nouze. Bolestí sevřití se musí srdce soucitné nad četnými výjevy kruté bídy, která řádí zvláště letos strašlivé mezi pracovnými lidem. Řemeslníci mají polopražné nebo úplně prázdné dílny. Mnozí truhláři pracují jen do zásoby. Kupec u nich se nezastaví. Nemajíce v sobotu na mzdu dělníkům a ni groše pro svou domácnost, naloží z rána na vozík několik židlí, stolů, postelí nebo skříní a jezdí — po Praze od jedné tržnice na nábytek do druhé, prosíce, aby jim byl nábytek odkoupen. Marně mnohdy celé půldne jezdí. Není divu, že pak z malomyslnosti prodají díle, které sobotními a nedělními záhy, za babku mnohým chabrusákům, kteří z nynější tísně řádně dovedou kořistiti. S několika groši ruce vrací se takový truhlář domů a zpět, který nu vozík pomohl tlačiti, spíš dobře, aby nejprve by se hodně děti měl. Věru těžký to rozpočet! Obstaravatelny práce jsou co den ohleháný nepřehlédnými tlačenicemi. Zejména sinichovská obstaravatelna práce a bursa práce nemohou stačiti návalu přicházejících, kteří doufají, že nějaký den zaměstnání najdou. Nabídek je však velmi málo — a poptávek nesmírné mnoho. Soukromé obchody a závody přestávají brátí dtočišti k sprostředkovatelnám veřejným, protože bývají zahrnuty záplavou lidí o místo se hlásících. Dne 11. t. m. bylo na př. „u města Paříže“ bylo místo poptiženého sluhy uprázdněno. Na zmínku veřejnou přišlo 145 poptavačů. Proto se zadávají služby a práce spíše soukromně a jakž pod rukou, aby se vyhnulo zbytečnému návalu na protekci, čili odporučení ujaké jiné osoby obyčejně nerozhodne. Tento zlořád protekční zbavuje výborně kvalifikované lidi nejednou zaměstnání, když tito nemají doporučení a známosti. Bída, zejména před kvartálem únorovým jeví se velmi značnou. Lidé chodí jako zařezaní, vždyť nejmenší jest vysoké a ušetřená částka jest malinká.: [507, 1280, 982, 1806]
article-paragraph: * Nový časopis. Dnem 1. února počínaje bude vycházeti za redakce p. A. Hrdličky nový humoristicko-nepolitický časopis „Veselý šotek“. P. Hrdlička byl dlouholetým přispívatelem různých listů a jeho „Veselé vojenské historky“ se hezky čtou.: [988, 770, 1463, 841]
article-heading: Nový městský lékař na Žižkově.: [32, 333, 292, 349]
article-text: Do seznamu tuzemských advokátů zapsán byl p. dr. Emanuel Tilsch v Praze.: [21, 297, 501, 331]
article-heading: Hudební odbor Umělecké besedy: [519, 679, 791, 695]
article-text: Píše se nám: Za stávajících poměrů důležitým a vhodným zdá se nám býti, aby v život uvedeno bylo velké sdružení české, jehož členem státi by se mohl každý příslušník českého národa bez rozdílu politické strany, k níž se hlásí, bez rozdílu stavu, pohlaví a věku. Ůtvořme si velké národní středisko „Vlasť“, jehož členové by platili roční příspěvek jen 10 kr. Většího příspěvku by nebylo; kdo by chtěl účel, který „Vlasť“ by sledovala, podporovati obnosem větším, nechť zapraví za několik jiných spoluobčanů neb spoluobčanek roční příspěvek po 10 kr. Spolek měl by sídlo a své ústředí v Praze, mohl by ale zřizovati odbory členské všude tam, kde se přihlásí aspoň 10 členů. Účelem spolku toho mohlo by býti podporování chudých českých dětí ve smíšeném území a na národnostním rozhraní. Spolek měl by právo pořádati výlety, zábavy, přednášky atd. Každý člen spolku měl by pak právo nositi zjevně odznak, který by byl stanovami stanoven. Za účelem připravných prací k ustavení spolku toho nechť sestoupí se připravný výbor, jenž by vypracoval stanovy a zadal je k úřednímu schválení. Hned také nechť za účelem vysvětlení cíle a významu národního sdružení „Vlasť“ svolá se veřejná schůze lidu.: [21, 679, 501, 1023]
article-text: koná v pátek dne 21. ledna t. r. 13. schůzi týdenní v malém sále Měšťanské besedy pražské. Na programu jest výklad pana inženýra Kressa „O spodní vodě vzhledem k útvarům geologickým v království Českém.“ — Není pochyby, že zajímavé téma shromáždí hojné posluchačů z členstva i hostí. Začátek o 7. hod. večerní.: [507, 570, 982, 677]
article-paragraph: * Mužové na útěku. V poslední době množí se zvláště smutné zjevy. Prchající mužové od svých žen a rodin. Již více uvedli jsme jeden takový případ (Václav Reichert z Dalovic, jenž opustil svoji dceru v Radlicích), a dnes znamenáme opět tři další jiné případy. „Sběhové“ tito jsou: Vrša Bernard, 47letý ženatý obuvník z Polničky (okres Chotěboř), jenž odešel před třemi týdny uprchl z Holubic (okres Smíchov), kde zanechal svoji rodinu v největší bídě. Třetím uprchlíkem jest 29letý bednář Josef Mach-čník z Nasavrk u Chrudimi, jenž před šesti týdny uprchl od své manželky a dítek a konečně 51letý bývalý četnický strážmistr Josef Matl ze Stok, okres Německý Brod. Matl bydlel posledně v Přední Třebáni v Hořovic, odkudž před čtyřmi týdny náhle zmizel, zanechav, jako oba předešlí, rodinu svou v největší bídě. Po uprchlících pátrají příslušné úřady bezpečnosti.: [988, 1335, 1463, 1588]
article-text: Porota ku posouzení plánů na novou budovu obecní i měšťanské chlapecké školy v Bělé pod Bezdězem uznala z 48 podaných návrhů a přiřkla první cenu návrhu „Světlo a vzduch“, jehož autorem jest architekt pan Vratislav Pasovský, stavitel v Praze.: [507, 1189, 982, 1278]
article-heading: Zemědělská komise: [38, 552, 205, 568]
article-text: (mathematicko-přírodnická) sejde se v pátek dne 21. ledna o 5. hod. odpol. I. Prof. dr. Jar. Hlava předloží práci „Kr-ácení, záněť a snět mikterú“. II. Prof. M. Lerch z Fribergu švýcar. 1. „O počtu tříd kvadratických forem záporného diskriminantu“. 2. Arithmetické odvození Lijeune a Dirichletových výsledků o počtu tříd kvadratických forem“. 3. „O souvislosti Legendreova znaménka s čísly Moebinsovými“. 4. „O součtu celých v lomené arithmetické posloupnosti druhého stupně“. III. Prof. dr. J. Palacký: „Zeměpisné rozšíření hadů“. IV. Na to projednají se věci administrativní běžné.: [21, 369, 501, 550]
article-text: břenici (ok. okr. královéhradecký), František Raba v Kotouni (ok. okr. strakonický). Na dočasný odpočinek dána Barbora Pazderníková, učitelka při obecné škole na Smíchově.: [21, 114, 501, 167]
article-paragraph: [507, 113, 982, 223]
article-text: bude míti týdenní schůzi dnes ve čtvrtek v 6 hod. večer v malém sále promočním české university. Na programu jest debata o přednášce pana JUDra Emanuela Tilsche, advokáta v Praze: „O významu nového občanského řízení pro právo materielní.“: [21, 1499, 501, 1588]
article-paragraph: * Hudební odbor Umělecké besedy koná svou schůzi dnes v 8 hodin večer. Jednati se bude o velmi důležitých záležitostech odborových.: [507, 679, 982, 732]
article-heading: Z ústředních jatek pražských.: [1006, 916, 1271, 932]
